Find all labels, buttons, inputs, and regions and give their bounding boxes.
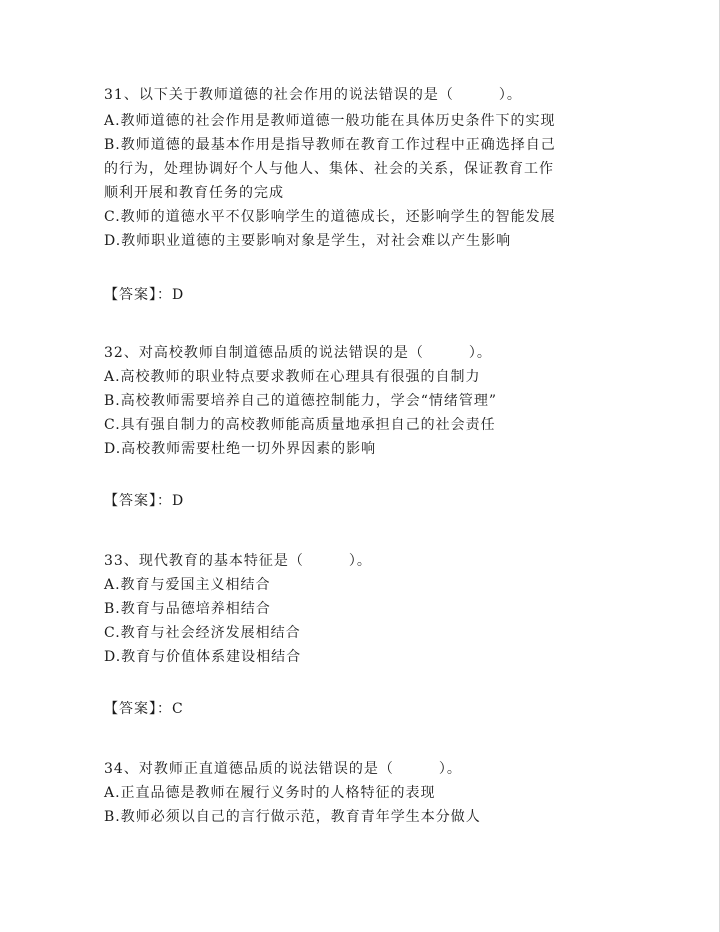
question-34-option-b: B.教师必须以自己的言行做示范，教育青年学生本分做人 <box>104 809 481 825</box>
question-31-answer: 【答案】：D <box>104 287 185 303</box>
question-34-option-a: A.正直品德是教师在履行义务时的人格特征的表现 <box>104 785 436 801</box>
question-32-stem: 32、对高校教师自制道德品质的说法错误的是（ ）。 <box>104 345 492 361</box>
question-33-option-d: D.教育与价值体系建设相结合 <box>104 649 302 665</box>
question-33-option-c: C.教育与社会经济发展相结合 <box>104 625 301 641</box>
question-31-option-a: A.教师道德的社会作用是教师道德一般功能在具体历史条件下的实现 <box>104 113 556 129</box>
question-33-stem: 33、现代教育的基本特征是（ ）。 <box>104 553 372 569</box>
question-32-option-c: C.具有强自制力的高校教师能高质量地承担自己的社会责任 <box>104 417 496 433</box>
question-31-option-b: B.教师道德的最基本作用是指导教师在教育工作过程中正确选择自己 <box>104 137 556 153</box>
question-34-stem: 34、对教师正直道德品质的说法错误的是（ ）。 <box>104 761 462 777</box>
question-31-option-d: D.教师职业道德的主要影响对象是学生，对社会难以产生影响 <box>104 233 512 249</box>
question-32-option-d: D.高校教师需要杜绝一切外界因素的影响 <box>104 441 377 457</box>
question-33-option-a: A.教育与爱国主义相结合 <box>104 577 271 593</box>
question-32-option-a: A.高校教师的职业特点要求教师在心理具有很强的自制力 <box>104 369 481 385</box>
question-31-stem: 31、以下关于教师道德的社会作用的说法错误的是（ ）。 <box>104 87 522 103</box>
question-32-answer: 【答案】：D <box>104 493 185 509</box>
question-31-option-b-continued-2: 顺利开展和教育任务的完成 <box>104 185 284 201</box>
question-33-answer: 【答案】：C <box>104 701 184 717</box>
question-31-option-c: C.教师的道德水平不仅影响学生的道德成长，还影响学生的智能发展 <box>104 209 556 225</box>
question-32-option-b: B.高校教师需要培养自己的道德控制能力，学会“情绪管理” <box>104 393 498 409</box>
question-33-option-b: B.教育与品德培养相结合 <box>104 601 271 617</box>
question-31-option-b-continued: 的行为，处理协调好个人与他人、集体、社会的关系，保证教育工作 <box>104 161 554 177</box>
